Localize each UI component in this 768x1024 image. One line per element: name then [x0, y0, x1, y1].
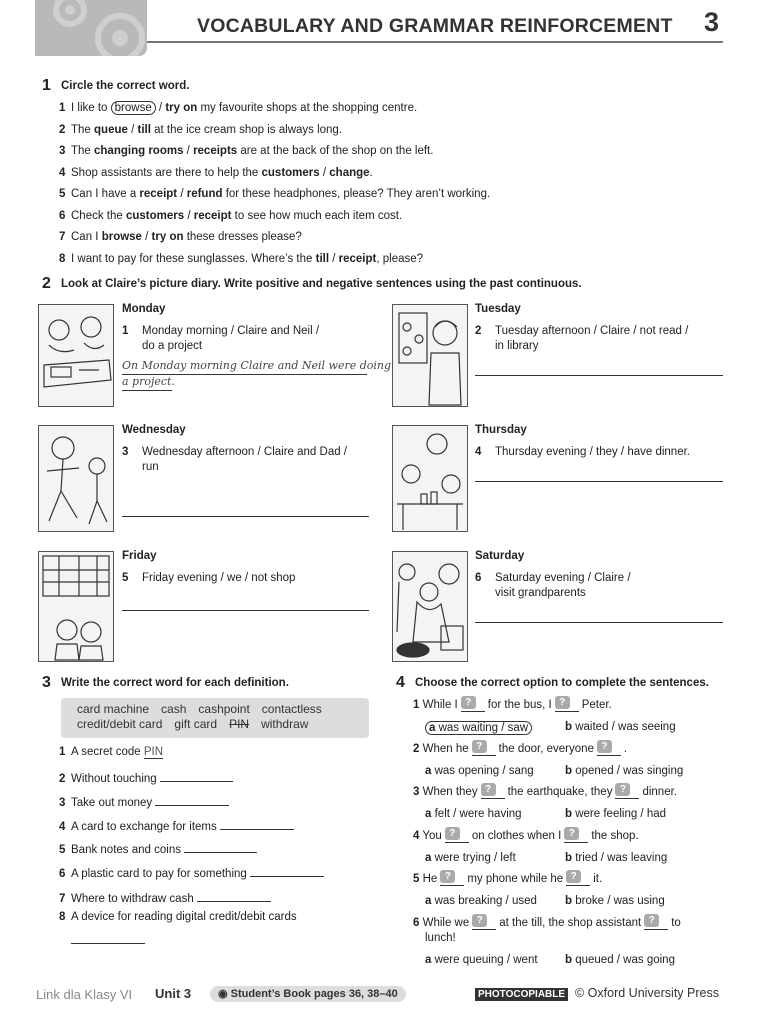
item-text: to see how much each item cost. [231, 209, 403, 222]
gap-blank[interactable] [461, 699, 485, 712]
option-letter: a [429, 722, 436, 734]
prompt-text: Monday morning / Claire and Neil / [142, 325, 320, 337]
saturday-illustration [392, 551, 468, 662]
item-text: Shop assistants are there to help the [71, 166, 262, 179]
gear-header-graphic [35, 0, 147, 56]
item-number: 4 [59, 821, 66, 833]
item-text: are at the back of the shop on the left. [237, 145, 434, 157]
option-separator: / [141, 231, 152, 243]
gap-blank[interactable] [644, 917, 668, 930]
ex1-item [59, 210, 402, 222]
item-number: 4 [413, 830, 420, 842]
example-answer: On Monday morning Claire and Neil were doing [122, 359, 392, 372]
option-2[interactable]: try on [165, 102, 198, 114]
item-number: 2 [413, 743, 420, 755]
answer-line[interactable] [475, 481, 723, 482]
option-2[interactable]: change [329, 166, 370, 179]
exercise-2-number: 2 [42, 275, 51, 292]
ex4-sentence [413, 743, 627, 756]
option-1[interactable]: changing rooms [94, 145, 184, 157]
exercise-2-instruction: Look at Claire’s picture diary. Write positive and negative sentences using the past continuous. [61, 278, 582, 290]
item-text: The [71, 145, 95, 157]
option-letter: a [425, 852, 432, 864]
question-mark-icon: ? [440, 870, 455, 883]
option-2[interactable]: receipts [193, 145, 238, 157]
answer-line[interactable] [122, 610, 369, 611]
option-a[interactable] [425, 765, 534, 777]
question-mark-icon: ? [481, 783, 496, 796]
sentence-part: the door, everyone [498, 743, 594, 755]
sentence-part: the earthquake, they [507, 786, 613, 798]
box-word: gift card [174, 717, 218, 731]
box-word: credit/debit card [77, 717, 163, 731]
item-number: 3 [59, 797, 66, 809]
gap-blank[interactable] [555, 699, 579, 712]
page-title: VOCABULARY AND GRAMMAR REINFORCEMENT [197, 15, 673, 37]
option-letter: b [565, 954, 573, 966]
item-number: 1 [59, 102, 66, 114]
gap-blank[interactable] [440, 873, 464, 886]
ex1-item [59, 253, 423, 265]
item-number: 8 [59, 911, 66, 923]
sentence-part: dinner. [642, 786, 677, 798]
item-number: 5 [413, 873, 420, 885]
option-a[interactable] [425, 895, 537, 907]
prompt-number: 2 [475, 325, 482, 337]
ex4-sentence [413, 786, 677, 799]
option-letter: b [565, 765, 573, 777]
box-word: cash [161, 702, 187, 716]
sentence-part: You [422, 830, 442, 842]
answer-line[interactable] [475, 375, 723, 376]
unit-number: 3 [704, 7, 720, 37]
item-number: 3 [59, 145, 66, 157]
sentence-part: my phone while he [467, 873, 564, 885]
ex4-sentence [413, 873, 602, 886]
item-number: 4 [59, 166, 66, 179]
question-mark-icon: ? [644, 914, 659, 927]
gap-blank[interactable] [481, 786, 505, 799]
tuesday-illustration [392, 304, 468, 407]
option-letter: b [565, 852, 573, 864]
definition: Take out money [71, 797, 153, 809]
option-separator: / [183, 145, 194, 157]
day-label: Wednesday [122, 424, 186, 436]
word-box-line-2 [77, 717, 353, 732]
item-text: I like to [71, 102, 111, 114]
answer-line[interactable] [122, 516, 369, 517]
sentence-part: the shop. [591, 830, 639, 842]
question-mark-icon: ? [564, 827, 579, 840]
option-text: were trying / left [431, 852, 516, 864]
answer-blank[interactable] [160, 770, 233, 782]
option-1[interactable]: browse [111, 101, 156, 115]
item-number: 7 [59, 893, 66, 905]
option-1[interactable]: browse [101, 231, 142, 243]
option-letter: a [425, 954, 432, 966]
item-text: The [71, 123, 95, 136]
option-2[interactable]: receipt [338, 252, 377, 265]
option-1[interactable]: queue [94, 123, 128, 136]
sentence-part: Peter. [581, 699, 612, 711]
gap-blank[interactable] [597, 743, 621, 756]
option-letter: a [425, 808, 432, 820]
photocopiable-badge: PHOTOCOPIABLE [475, 988, 568, 1001]
option-b[interactable] [565, 808, 666, 820]
option-a[interactable] [425, 721, 532, 735]
copyright: © Oxford University Press [575, 986, 719, 1000]
day-label: Thursday [475, 424, 527, 436]
option-b[interactable] [565, 895, 665, 907]
example-answer: a project. [122, 375, 175, 388]
option-text: queued / was going [572, 954, 675, 966]
prompt-number: 5 [122, 572, 129, 584]
option-a[interactable] [425, 954, 538, 966]
prompt-text: Friday evening / we / not shop [142, 572, 296, 584]
sentence-part: He [422, 873, 438, 885]
question-mark-icon: ? [555, 696, 570, 709]
item-number: 2 [59, 773, 66, 785]
ex3-item [59, 770, 233, 785]
answer-blank[interactable] [197, 890, 271, 902]
exercise-1-number: 1 [42, 77, 51, 94]
sentence-part: at the till, the shop assistant [499, 917, 642, 929]
footer-unit: Unit 3 [155, 986, 192, 1001]
box-word: contactless [261, 702, 322, 716]
sentence-part: to [671, 917, 681, 929]
answer-blank[interactable] [220, 818, 294, 830]
prompt-line [122, 446, 347, 458]
item-text: Can I have a [71, 188, 140, 200]
item-text: my favourite shops at the shopping centre. [197, 102, 418, 114]
answer-line[interactable] [475, 622, 723, 623]
question-mark-icon: ? [566, 870, 581, 883]
question-mark-icon: ? [472, 740, 487, 753]
ex1-item [59, 145, 433, 157]
eye-icon: ◉ [218, 988, 231, 1000]
sentence-part: . [623, 743, 628, 755]
ex1-item [59, 102, 417, 114]
thursday-illustration [392, 425, 468, 532]
header-rule [147, 41, 723, 43]
students-book-pages: Student’s Book pages 36, 38–40 [230, 988, 398, 1000]
option-2[interactable]: refund [186, 188, 223, 200]
item-text: I want to pay for these sunglasses. Where’s the [71, 252, 316, 265]
option-separator: / [177, 188, 187, 200]
option-separator: / [155, 102, 166, 114]
option-text: opened / was singing [572, 765, 684, 777]
item-number: 3 [413, 786, 420, 798]
box-word: card machine [77, 702, 150, 716]
item-text: Can I [71, 231, 102, 243]
question-mark-icon: ? [597, 740, 612, 753]
answer-blank[interactable] [184, 841, 257, 853]
ex1-item [59, 167, 373, 179]
box-word: cashpoint [198, 702, 250, 716]
ex4-sentence [413, 699, 612, 712]
gap-blank[interactable] [472, 743, 496, 756]
option-separator: / [319, 166, 330, 179]
sentence-part: While we [422, 917, 470, 929]
ex3-item [59, 865, 324, 880]
item-text: Check the [71, 209, 126, 222]
item-text: for these headphones, please? They aren’t working. [222, 188, 491, 200]
item-number: 8 [59, 252, 66, 265]
prompt-line-2: do a project [142, 340, 203, 352]
item-number: 7 [59, 231, 66, 243]
item-number: 2 [59, 123, 66, 136]
question-mark-icon: ? [445, 827, 460, 840]
box-word: PIN [229, 717, 250, 731]
gap-blank[interactable] [445, 830, 469, 843]
question-mark-icon: ? [461, 696, 476, 709]
option-1[interactable]: receipt [139, 188, 178, 200]
question-mark-icon: ? [472, 914, 487, 927]
item-text: , please? [376, 252, 424, 265]
wednesday-illustration [38, 425, 114, 532]
ex1-item [59, 231, 302, 243]
prompt-number: 3 [122, 446, 129, 458]
question-mark-icon: ? [615, 783, 630, 796]
sentence-part: it. [593, 873, 603, 885]
prompt-number: 1 [122, 325, 129, 337]
option-text: was waiting / saw [435, 722, 529, 734]
ex3-item [59, 841, 257, 856]
answer-line [122, 374, 367, 375]
prompt-number: 4 [475, 446, 482, 458]
option-1[interactable]: till [315, 252, 330, 265]
option-a[interactable] [425, 852, 516, 864]
option-text: was breaking / used [431, 895, 537, 907]
answer-blank[interactable] [250, 865, 324, 877]
ex3-item [59, 890, 271, 905]
students-book-reference [210, 986, 406, 1002]
option-letter: a [425, 895, 432, 907]
item-number: 5 [59, 844, 66, 856]
exercise-1-instruction: Circle the correct word. [61, 80, 190, 92]
option-letter: b [565, 721, 573, 733]
option-text: tried / was leaving [572, 852, 668, 864]
option-1[interactable]: customers [125, 209, 185, 222]
definition: A card to exchange for items [71, 821, 217, 833]
definition: Where to withdraw cash [71, 893, 194, 905]
item-number: 6 [413, 917, 420, 929]
item-text: . [369, 166, 373, 179]
footer-course: Link dla Klasy VI [36, 987, 133, 1002]
ex4-sentence [413, 917, 681, 930]
gap-blank[interactable] [472, 917, 496, 930]
definition: Without touching [71, 773, 157, 785]
option-2[interactable]: try on [151, 231, 184, 243]
day-label: Saturday [475, 550, 525, 562]
definition: A device for reading digital credit/debit cards [71, 911, 297, 923]
option-separator: / [184, 209, 194, 222]
item-number: 1 [59, 746, 66, 758]
option-2[interactable]: till [137, 123, 151, 136]
word-box-line-1 [77, 702, 353, 717]
answer-blank[interactable] [155, 794, 229, 806]
definition: Bank notes and coins [71, 844, 181, 856]
day-label: Tuesday [475, 303, 521, 315]
prompt-text: Thursday evening / they / have dinner. [495, 446, 690, 458]
exercise-4-instruction: Choose the correct option to complete the sentences. [415, 677, 709, 689]
gap-blank[interactable] [566, 873, 590, 886]
option-2[interactable]: receipt [193, 209, 232, 222]
option-b[interactable] [565, 765, 683, 777]
option-text: were queuing / went [431, 954, 538, 966]
option-separator: / [127, 123, 138, 136]
item-number: 5 [59, 188, 66, 200]
sentence-part: on clothes when I [471, 830, 562, 842]
option-b[interactable] [565, 721, 676, 733]
option-text: broke / was using [572, 895, 665, 907]
gap-blank[interactable] [615, 786, 639, 799]
monday-illustration [38, 304, 114, 407]
option-text: was opening / sang [431, 765, 534, 777]
ex3-item [59, 746, 163, 759]
prompt-line [122, 572, 295, 584]
sentence-part: While I [422, 699, 458, 711]
option-text: felt / were having [431, 808, 522, 820]
option-b[interactable] [565, 954, 675, 966]
ex1-item [59, 124, 342, 136]
answer-line [122, 390, 172, 391]
day-label: Friday [122, 550, 157, 562]
day-label: Monday [122, 303, 166, 315]
exercise-3-instruction: Write the correct word for each definition. [61, 677, 289, 689]
prompt-line-2: in library [495, 340, 539, 352]
ex1-item [59, 188, 490, 200]
prompt-number: 6 [475, 572, 482, 584]
prompt-text: Saturday evening / Claire / [495, 572, 631, 584]
option-separator: / [329, 252, 339, 265]
option-letter: a [425, 765, 432, 777]
friday-illustration [38, 551, 114, 662]
prompt-text: Wednesday afternoon / Claire and Dad / [142, 446, 347, 458]
answer-line[interactable] [71, 943, 145, 944]
prompt-line-2: run [142, 461, 159, 473]
item-text: at the ice cream shop is always long. [150, 123, 343, 136]
ex4-sentence [413, 830, 639, 843]
ex3-item [59, 911, 297, 923]
option-letter: b [565, 808, 573, 820]
option-text: waited / was seeing [572, 721, 676, 733]
sentence-continuation: lunch! [425, 932, 456, 944]
word-box [61, 698, 369, 738]
definition: A plastic card to pay for something [71, 868, 247, 880]
option-letter: b [565, 895, 573, 907]
definition: A secret code [71, 746, 141, 758]
option-1[interactable]: customers [261, 166, 320, 179]
sentence-part: for the bus, I [487, 699, 552, 711]
prompt-line [122, 325, 319, 337]
box-word: withdraw [261, 717, 309, 731]
ex3-item [59, 794, 229, 809]
prompt-line [475, 325, 688, 337]
exercise-4-number: 4 [396, 674, 405, 691]
gap-blank[interactable] [564, 830, 588, 843]
prompt-line [475, 572, 631, 584]
ex3-item [59, 818, 294, 833]
item-number: 6 [59, 209, 66, 222]
option-a[interactable] [425, 808, 522, 820]
prompt-line-2: visit grandparents [495, 587, 586, 599]
prompt-text: Tuesday afternoon / Claire / not read / [495, 325, 689, 337]
option-text: were feeling / had [572, 808, 667, 820]
exercise-3-number: 3 [42, 674, 51, 691]
item-text: these dresses please? [183, 231, 302, 243]
prompt-line [475, 446, 690, 458]
item-number: 1 [413, 699, 420, 711]
option-b[interactable] [565, 852, 667, 864]
sentence-part: When they [422, 786, 478, 798]
sentence-part: When he [422, 743, 469, 755]
item-number: 6 [59, 868, 66, 880]
answer-blank[interactable]: PIN [143, 746, 164, 758]
